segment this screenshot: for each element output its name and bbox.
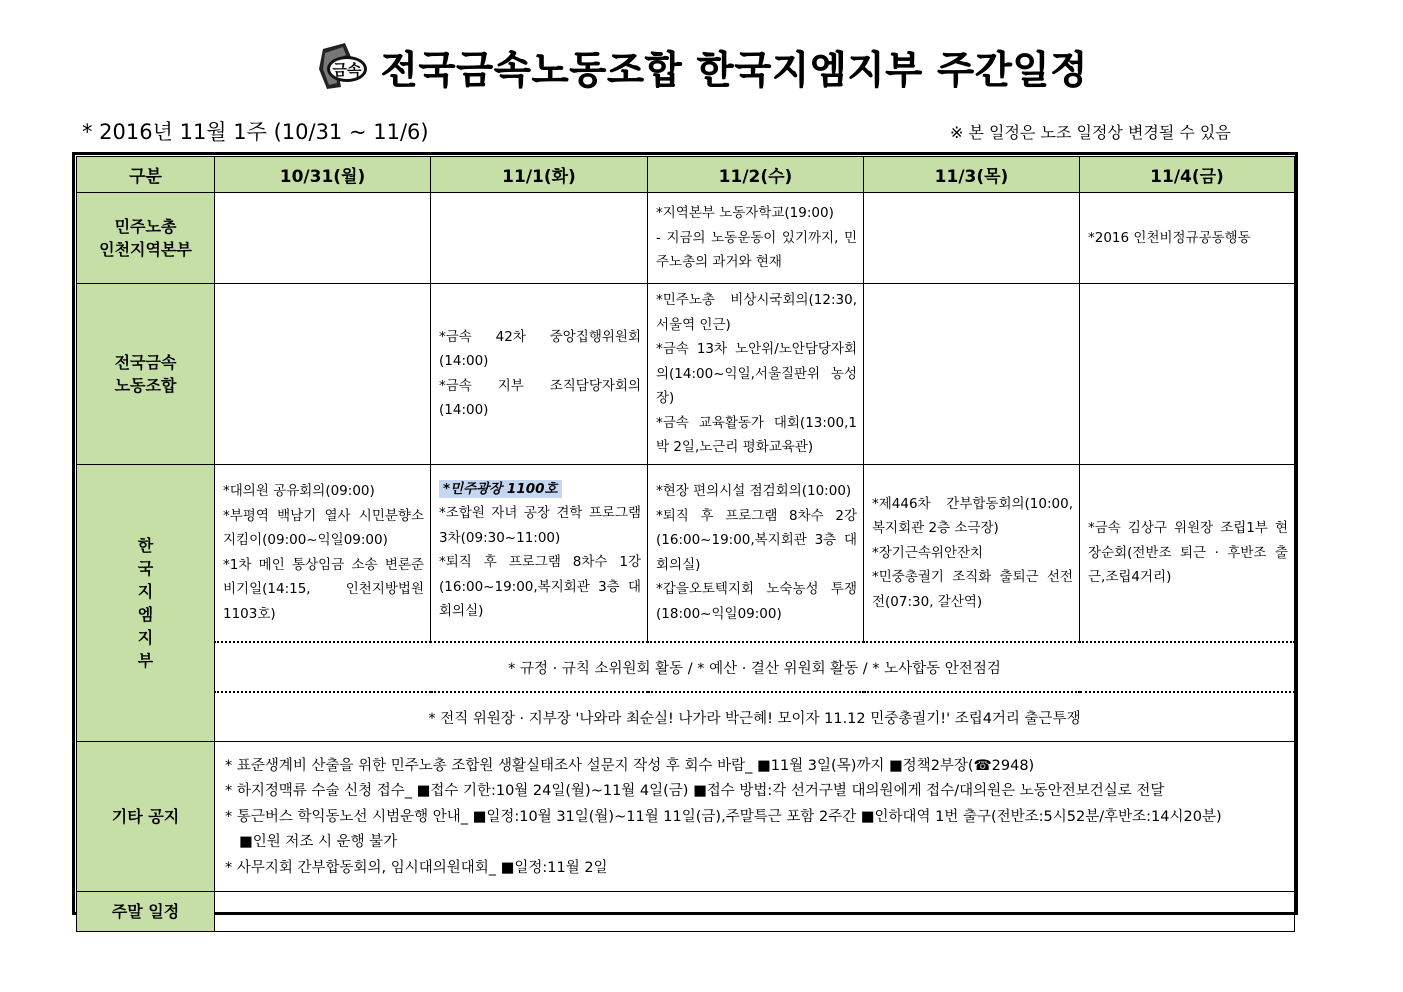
- row-kctu-incheon: [77, 193, 1295, 284]
- header-day-mon: 10/31(월): [215, 157, 431, 193]
- header-day-thu: 11/3(목): [864, 157, 1080, 193]
- row-label-weekend: 주말 일정: [77, 892, 215, 932]
- header-day-tue: 11/1(화): [431, 157, 648, 193]
- cell-kmwu-wed: *민주노총 비상시국회의(12:30, 서울역 인근) *금속 13차 노안위/노안담당자회의(14:00~익일,서울질판위 농성장) *금속 교육활동가 대회(13:00,1박 2일,노근리 평화교육관): [648, 284, 864, 465]
- cell-gm-mon: *대의원 공유회의(09:00) *부평역 백남기 열사 시민분향소 지킴이(09:00~익일09:00) *1차 메인 통상임금 소송 변론준비기일(14:15, 인천지방법원 1103호): [215, 464, 431, 642]
- notice-2: * 하지정맥류 수술 신청 접수_ ■접수 기한:10월 24일(월)~11월 4일(금) ■접수 방법:각 선거구별 대의원에게 접수/대의원은 노동안전보건실로 전달: [225, 783, 1165, 800]
- row-kmwu: [77, 284, 1295, 465]
- other-notices: [215, 742, 1295, 892]
- cell-gm-thu: *제446차 간부합동회의(10:00, 복지회관 2층 소극장) *장기근속위안잔치 *민중총궐기 조직화 출퇴근 선전전(07:30, 갈산역): [864, 464, 1080, 642]
- row-label-kmwu: 전국금속 노동조합: [77, 284, 215, 465]
- logo-text: 금속: [332, 61, 362, 79]
- cell-kmwu-fri: [1080, 284, 1295, 465]
- cell-kctu-fri: *2016 인천비정규공동행동: [1080, 193, 1295, 284]
- row-weekend: [77, 892, 1295, 932]
- cell-kmwu-thu: [864, 284, 1080, 465]
- page-title: 전국금속노동조합 한국지엠지부 주간일정: [380, 47, 1089, 92]
- cell-kctu-mon: [215, 193, 431, 284]
- highlight-tag: *민주광장 1100호: [439, 480, 562, 498]
- header-row: [77, 157, 1295, 193]
- cell-kctu-thu: [864, 193, 1080, 284]
- cell-gm-fri: *금속 김상구 위원장 조립1부 현장순회(전반조 퇴근 · 후반조 출근,조립4거리): [1080, 464, 1295, 642]
- change-notice: ※ 본 일정은 노조 일정상 변경될 수 있음: [950, 123, 1231, 142]
- row-label-kctu-incheon: 민주노총 인천지역본부: [77, 193, 215, 284]
- committee-activities: * 규정 · 규칙 소위원회 활동 / * 예산 · 결산 위원회 활동 / * 노사합동 안전점검: [215, 642, 1295, 692]
- header-day-wed: 11/2(수): [648, 157, 864, 193]
- notice-4: * 사무지회 간부합동회의, 임시대의원대회_ ■일정:11월 2일: [225, 859, 608, 876]
- week-label: * 2016년 11월 1주 (10/31 ~ 11/6): [82, 120, 429, 144]
- cell-kmwu-tue: *금속 42차 중앙집행위원회(14:00) *금속 지부 조직담당자회의(14:00): [431, 284, 648, 465]
- union-logo: [315, 39, 369, 93]
- header-day-fri: 11/4(금): [1080, 157, 1295, 193]
- title-bar: [0, 36, 1403, 96]
- cell-kctu-tue: [431, 193, 648, 284]
- cell-gm-wed: *현장 편의시설 점검회의(10:00) *퇴직 후 프로그램 8차수 2강(16:00~19:00,복지회관 3층 대회의실) *갑을오토텍지회 노숙농성 투쟁(18:00~익일09:00): [648, 464, 864, 642]
- notice-3-cont: ■인원 저조 시 운행 불가: [239, 834, 398, 851]
- row-other-notices: [77, 742, 1295, 892]
- notice-1: * 표준생계비 산출을 위한 민주노총 조합원 생활실태조사 설문지 작성 후 회수 바람_ ■11월 3일(목)까지 ■정책2부장(☎2948): [225, 757, 1035, 774]
- cell-kmwu-mon: [215, 284, 431, 465]
- schedule-table: [76, 156, 1295, 932]
- row-gm-protest: [77, 692, 1295, 742]
- row-label-gm-korea: 한 국 지 엠 지 부: [77, 464, 215, 742]
- notice-3: * 통근버스 학익동노선 시범운행 안내_ ■일정:10월 31일(월)~11월 11일(금),주말특근 포함 2주간 ■인하대역 1번 출구(전반조:5시52분/후반조:14시20분): [225, 808, 1222, 825]
- header-category: 구분: [77, 157, 215, 193]
- cell-gm-tue: *민주광장 1100호 *조합원 자녀 공장 견학 프로그램 3차(09:30~11:00) *퇴직 후 프로그램 8차수 1강(16:00~19:00,복지회관 3층 대회의실): [431, 464, 648, 642]
- protest-notice: * 전직 위원장 · 지부장 '나와라 최순실! 나가라 박근혜! 모이자 11.12 민중총궐기!' 조립4거리 출근투쟁: [215, 692, 1295, 742]
- row-gm-korea: [77, 464, 1295, 642]
- weekend-schedule: [215, 892, 1295, 932]
- row-label-other: 기타 공지: [77, 742, 215, 892]
- row-gm-committees: [77, 642, 1295, 692]
- cell-kctu-wed: *지역본부 노동자학교(19:00) - 지금의 노동운동이 있기까지, 민주노총의 과거와 현재: [648, 193, 864, 284]
